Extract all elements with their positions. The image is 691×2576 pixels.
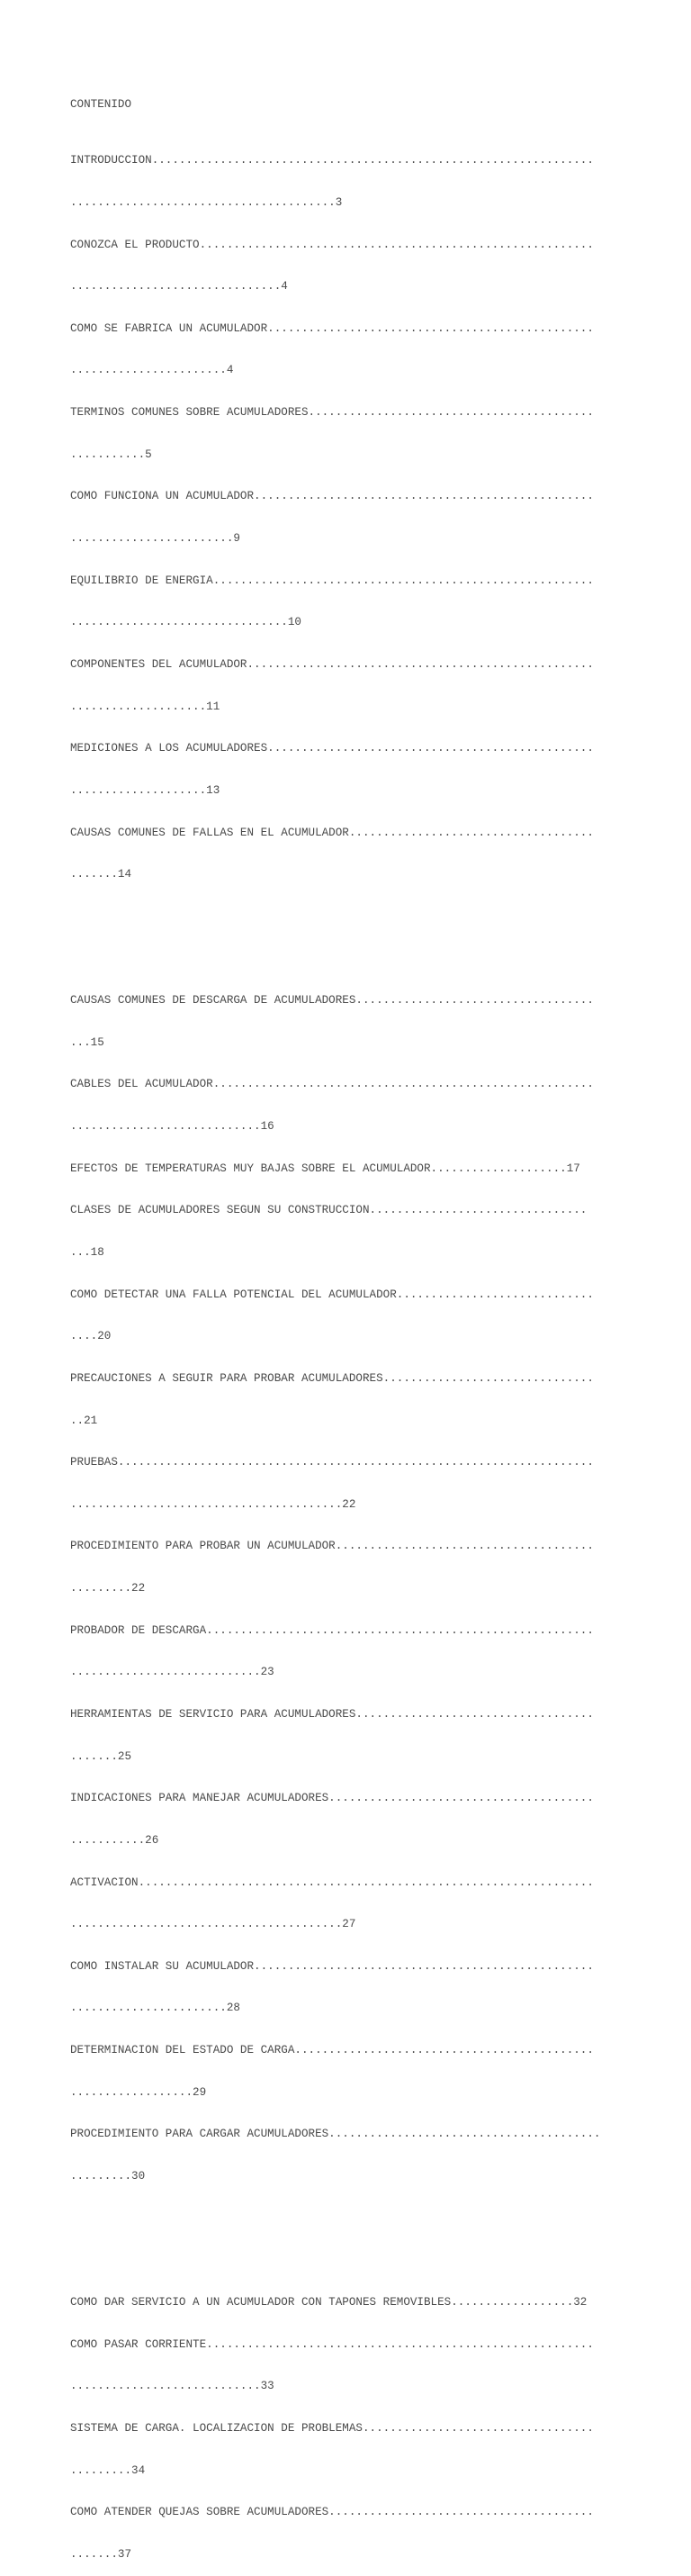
toc-entry-procedimiento-cargar-page: .........30: [70, 2170, 146, 2183]
toc-entry-pruebas-page: ........................................22: [70, 1497, 356, 1511]
toc-entry-herramientas: HERRAMIENTAS DE SERVICIO PARA ACUMULADORES...................................: [70, 1707, 594, 1721]
toc-entry-activacion-page: ........................................27: [70, 1918, 356, 1931]
toc-entry-terminos-page: ...........5: [70, 447, 152, 461]
toc-entry-mediciones-page: ....................13: [70, 783, 220, 797]
toc-entry-pasar-corriente: COMO PASAR CORRIENTE.........................................................: [70, 2337, 594, 2351]
toc-entry-mediciones: MEDICIONES A LOS ACUMULADORES................................................: [70, 742, 594, 755]
toc-entry-conozca-page: ...............................4: [70, 280, 288, 294]
toc-entry-introduccion-page: .......................................3: [70, 195, 343, 209]
toc-entry-pruebas: PRUEBAS......................................................................: [70, 1456, 594, 1469]
toc-entry-sistema-carga: SISTEMA DE CARGA. LOCALIZACION DE PROBLEMAS..................................: [70, 2421, 594, 2435]
toc-entry-estado-carga-page: ..................29: [70, 2085, 207, 2099]
toc-entry-descarga: CAUSAS COMUNES DE DESCARGA DE ACUMULADORES...................................: [70, 994, 594, 1008]
toc-entry-instalar-page: .......................28: [70, 2002, 240, 2015]
toc-entry-fabrica: COMO SE FABRICA UN ACUMULADOR................................................: [70, 321, 594, 335]
toc-entry-equilibrio: EQUILIBRIO DE ENERGIA........................................................: [70, 574, 594, 587]
toc-heading: CONTENIDO: [70, 98, 132, 112]
toc-entry-probador: PROBADOR DE DESCARGA.........................................................: [70, 1623, 594, 1637]
toc-entry-detectar-page: ....20: [70, 1330, 112, 1343]
toc-entry-fallas-page: .......14: [70, 868, 132, 881]
toc-entry-probador-page: ............................23: [70, 1666, 274, 1679]
table-of-contents: [70, 70, 646, 2576]
toc-entry-detectar: COMO DETECTAR UNA FALLA POTENCIAL DEL ACUMULADOR.............................: [70, 1288, 594, 1301]
toc-entry-procedimiento-probar: PROCEDIMIENTO PARA PROBAR UN ACUMULADOR......................................: [70, 1540, 594, 1553]
toc-entry-clases: CLASES DE ACUMULADORES SEGUN SU CONSTRUCCION................................: [70, 1204, 588, 1217]
toc-entry-sistema-carga-page: .........34: [70, 2463, 146, 2477]
toc-entry-precauciones: PRECAUCIONES A SEGUIR PARA PROBAR ACUMULADORES...............................: [70, 1371, 594, 1385]
toc-entry-cables-page: ............................16: [70, 1120, 274, 1134]
toc-entry-indicaciones-page: ...........26: [70, 1833, 159, 1847]
toc-entry-herramientas-page: .......25: [70, 1749, 132, 1763]
toc-entry-funciona: COMO FUNCIONA UN ACUMULADOR..................................................: [70, 490, 594, 503]
toc-entry-procedimiento-cargar: PROCEDIMIENTO PARA CARGAR ACUMULADORES........................................: [70, 2128, 601, 2141]
section-divider: [70, 2226, 646, 2254]
toc-entry-quejas-page: .......37: [70, 2547, 132, 2561]
toc-entry-fallas: CAUSAS COMUNES DE FALLAS EN EL ACUMULADOR....................................: [70, 826, 594, 839]
toc-entry-componentes: COMPONENTES DEL ACUMULADOR...................................................: [70, 657, 594, 671]
toc-entry-conozca: CONOZCA EL PRODUCTO..........................................................: [70, 238, 594, 251]
toc-entry-fabrica-page: .......................4: [70, 364, 234, 377]
toc-entry-instalar: COMO INSTALAR SU ACUMULADOR..................................................: [70, 1959, 594, 1973]
toc-entry-estado-carga: DETERMINACION DEL ESTADO DE CARGA............................................: [70, 2044, 594, 2057]
toc-entry-quejas: COMO ATENDER QUEJAS SOBRE ACUMULADORES.......................................: [70, 2506, 594, 2519]
toc-entry-clases-page: ...18: [70, 1245, 104, 1259]
toc-entry-precauciones-page: ..21: [70, 1414, 98, 1427]
toc-entry-descarga-page: ...15: [70, 1035, 104, 1049]
toc-entry-componentes-page: ....................11: [70, 700, 220, 713]
toc-entry-procedimiento-probar-page: .........22: [70, 1582, 146, 1595]
toc-entry-activacion: ACTIVACION...................................................................: [70, 1876, 594, 1889]
toc-entry-temperaturas: EFECTOS DE TEMPERATURAS MUY BAJAS SOBRE EL ACUMULADOR....................17: [70, 1161, 580, 1175]
section-divider: [70, 924, 646, 952]
toc-entry-funciona-page: ........................9: [70, 532, 240, 546]
toc-entry-terminos: TERMINOS COMUNES SOBRE ACUMULADORES..........................................: [70, 406, 594, 420]
toc-entry-cables: CABLES DEL ACUMULADOR........................................................: [70, 1078, 594, 1091]
toc-entry-equilibrio-page: ................................10: [70, 616, 301, 629]
toc-entry-indicaciones: INDICACIONES PARA MANEJAR ACUMULADORES.......................................: [70, 1792, 594, 1805]
toc-entry-servicio-tapones: COMO DAR SERVICIO A UN ACUMULADOR CON TAPONES REMOVIBLES..................32: [70, 2295, 588, 2309]
toc-entry-introduccion: INTRODUCCION.................................................................: [70, 154, 594, 167]
toc-entry-pasar-corriente-page: ............................33: [70, 2380, 274, 2393]
